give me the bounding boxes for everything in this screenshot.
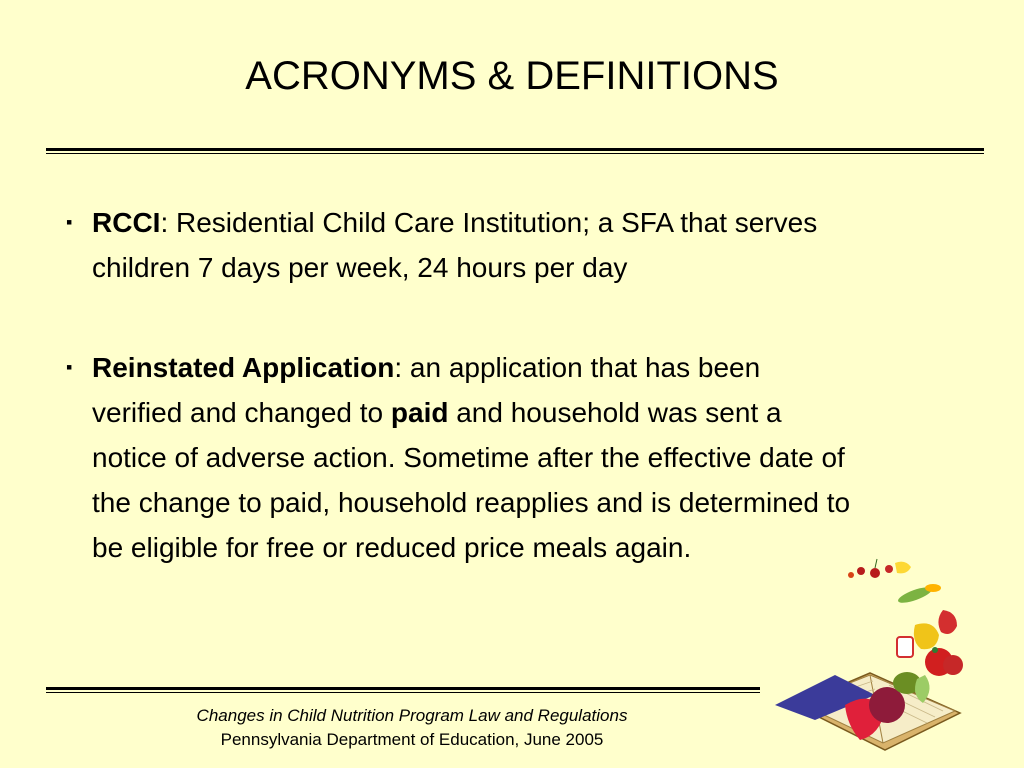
definition-term: RCCI <box>92 207 161 238</box>
bullet-square-icon: ▪ <box>66 212 73 232</box>
definition-text: and household was sent a notice of adverse action. Sometime after the effective date of the change to paid, household reapplies and is determined to be eligible for free or reduced price meals again. <box>92 397 851 563</box>
definition-text: Residential Child Care Institution; a SFA that serves children 7 days per week, 24 hours per day <box>92 207 818 283</box>
footer-line-1: Changes in Child Nutrition Program Law and Regulations <box>196 706 628 725</box>
definition-text: an application that has been verified and changed to <box>92 352 761 428</box>
slide-title: ACRONYMS & DEFINITIONS <box>245 54 779 98</box>
definition-separator: : <box>394 352 403 383</box>
definition-reinstated-application <box>66 345 856 570</box>
definition-term: Reinstated Application <box>92 352 395 383</box>
definition-rcci <box>66 200 856 290</box>
book-with-fruits-clipart-icon <box>775 555 975 755</box>
title-divider <box>46 148 984 154</box>
bullet-square-icon: ▪ <box>66 357 73 377</box>
definition-emphasis: paid <box>390 397 449 428</box>
footer-line-2: Pennsylvania Department of Education, June 2005 <box>220 730 604 749</box>
definition-separator: : <box>160 207 169 238</box>
footer-divider <box>46 687 760 693</box>
footer <box>112 704 712 752</box>
definitions-list <box>66 200 856 570</box>
